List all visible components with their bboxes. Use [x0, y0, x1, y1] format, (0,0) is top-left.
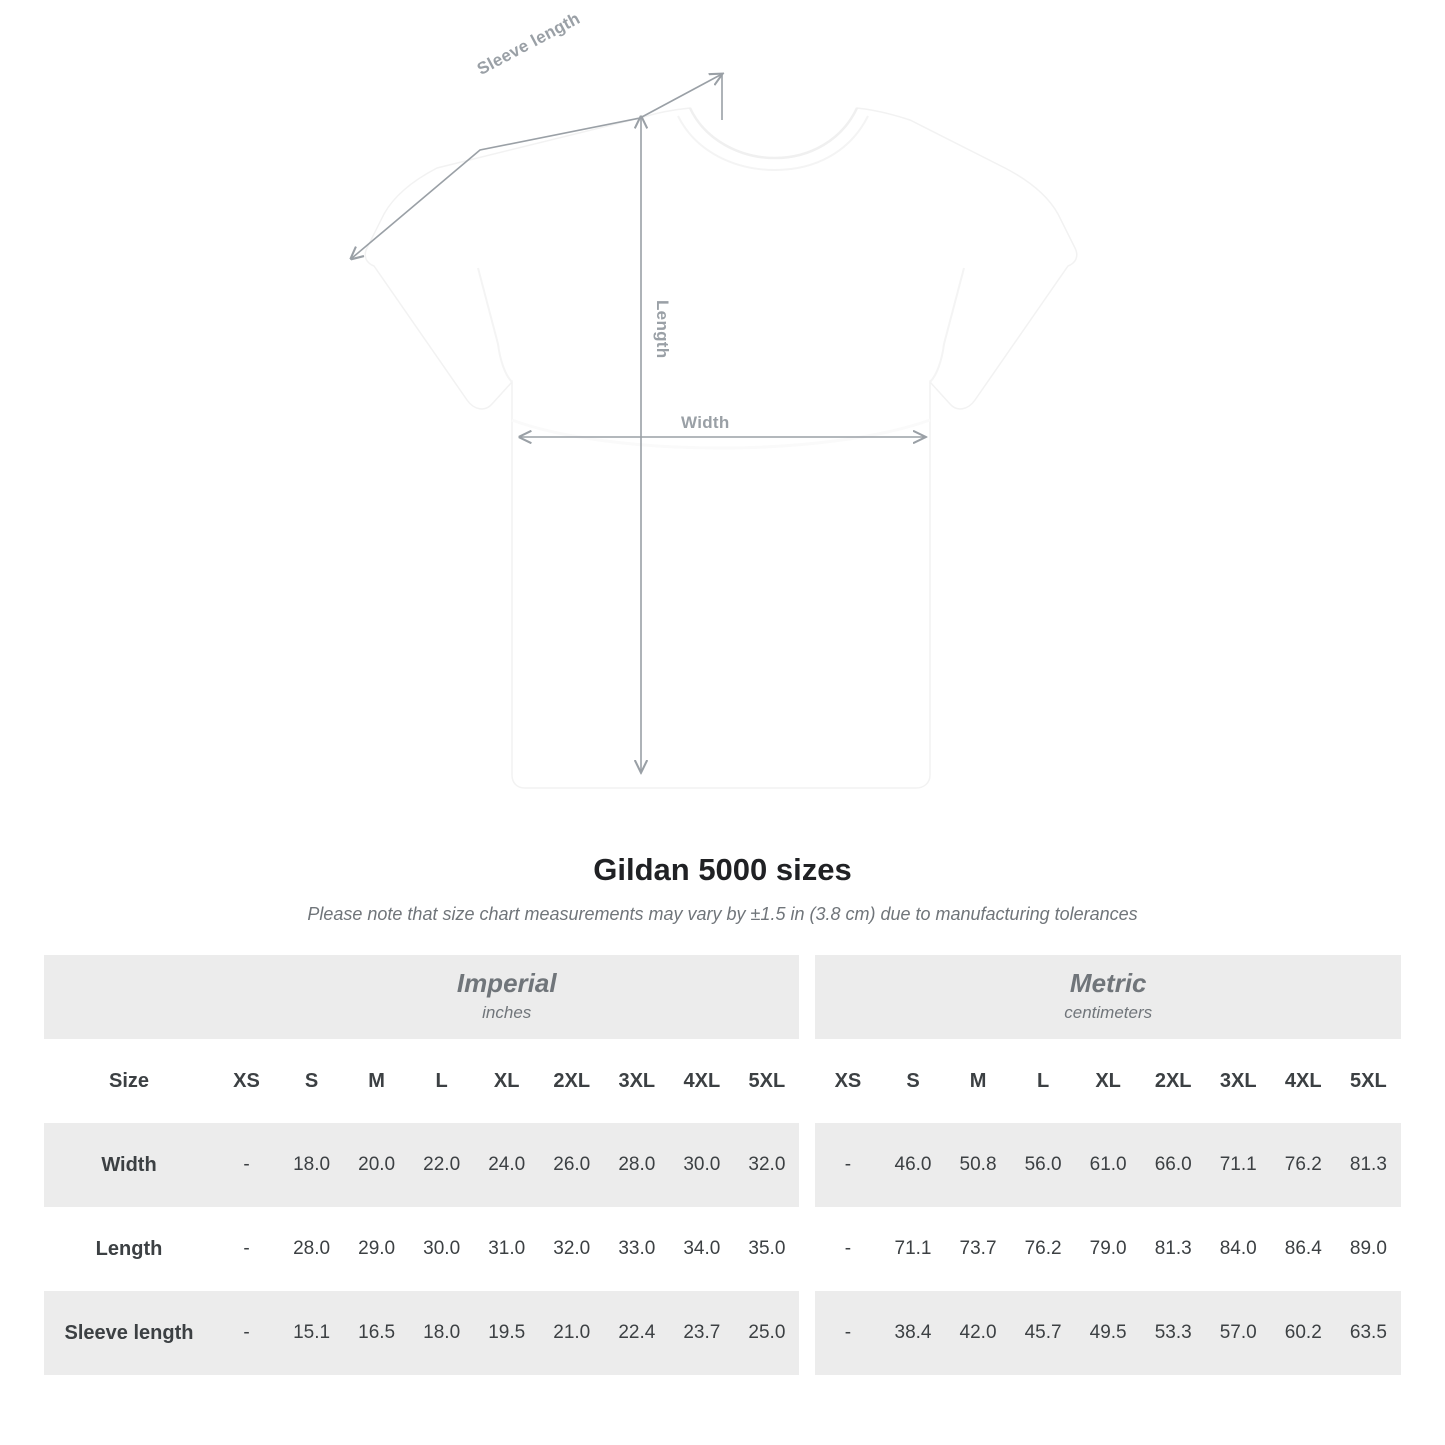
cell-sleeve-metric-l: 45.7 [1011, 1291, 1076, 1375]
row-label-length: Length [44, 1207, 214, 1291]
col-header-metric-3xl: 3XL [1206, 1039, 1271, 1123]
cell-width-metric-m: 50.8 [946, 1123, 1011, 1207]
tshirt-shape [365, 108, 1077, 788]
cell-sleeve-metric-xs: - [815, 1291, 880, 1375]
cell-width-imperial-5xl: 32.0 [734, 1123, 799, 1207]
cell-length-imperial-xl: 31.0 [474, 1207, 539, 1291]
row-label-sleeve-length: Sleeve length [44, 1291, 214, 1375]
size-header-cell: Size [44, 1039, 214, 1123]
cell-gap-length [799, 1207, 815, 1291]
cell-width-metric-xl: 61.0 [1076, 1123, 1141, 1207]
cell-width-metric-s: 46.0 [880, 1123, 945, 1207]
cell-sleeve-metric-4xl: 60.2 [1271, 1291, 1336, 1375]
size-table-wrap [44, 955, 1401, 1375]
cell-sleeve-imperial-m: 16.5 [344, 1291, 409, 1375]
table-row [44, 1291, 1401, 1375]
cell-length-metric-5xl: 89.0 [1336, 1207, 1401, 1291]
unit-header-spacer [44, 955, 214, 1039]
cell-length-metric-xs: - [815, 1207, 880, 1291]
col-header-metric-l: L [1011, 1039, 1076, 1123]
col-gap-header [799, 1039, 815, 1123]
size-table [44, 955, 1401, 1375]
cell-sleeve-metric-5xl: 63.5 [1336, 1291, 1401, 1375]
col-header-imperial-xs: XS [214, 1039, 279, 1123]
cell-width-metric-4xl: 76.2 [1271, 1123, 1336, 1207]
unit-system-imperial: Imperial [456, 967, 557, 998]
cell-sleeve-metric-2xl: 53.3 [1141, 1291, 1206, 1375]
col-header-imperial-m: M [344, 1039, 409, 1123]
cell-length-imperial-s: 28.0 [279, 1207, 344, 1291]
col-header-metric-s: S [880, 1039, 945, 1123]
cell-length-metric-m: 73.7 [946, 1207, 1011, 1291]
cell-width-imperial-xl: 24.0 [474, 1123, 539, 1207]
cell-length-imperial-2xl: 32.0 [539, 1207, 604, 1291]
cell-sleeve-imperial-l: 18.0 [409, 1291, 474, 1375]
col-header-imperial-3xl: 3XL [604, 1039, 669, 1123]
tolerance-note: Please note that size chart measurements may vary by ±1.5 in (3.8 cm) due to manufacturing tolerances [307, 904, 1138, 924]
col-header-imperial-s: S [279, 1039, 344, 1123]
unit-sub-imperial: inches [482, 1003, 532, 1022]
cell-length-metric-s: 71.1 [880, 1207, 945, 1291]
cell-length-imperial-m: 29.0 [344, 1207, 409, 1291]
cell-length-metric-4xl: 86.4 [1271, 1207, 1336, 1291]
unit-header-imperial [214, 955, 799, 1039]
cell-length-metric-3xl: 84.0 [1206, 1207, 1271, 1291]
col-header-imperial-xl: XL [474, 1039, 539, 1123]
cell-width-metric-5xl: 81.3 [1336, 1123, 1401, 1207]
cell-width-imperial-2xl: 26.0 [539, 1123, 604, 1207]
col-header-metric-5xl: 5XL [1336, 1039, 1401, 1123]
col-header-imperial-2xl: 2XL [539, 1039, 604, 1123]
cell-width-imperial-3xl: 28.0 [604, 1123, 669, 1207]
cell-width-metric-3xl: 71.1 [1206, 1123, 1271, 1207]
cell-width-imperial-xs: - [214, 1123, 279, 1207]
size-header-row [44, 1039, 1401, 1123]
unit-system-metric: Metric [1069, 967, 1147, 998]
title-block [0, 852, 1445, 925]
cell-length-imperial-l: 30.0 [409, 1207, 474, 1291]
cell-length-imperial-4xl: 34.0 [669, 1207, 734, 1291]
cell-sleeve-imperial-2xl: 21.0 [539, 1291, 604, 1375]
length-label: Length [653, 300, 672, 359]
unit-header-row [44, 955, 1401, 1039]
cell-width-imperial-m: 20.0 [344, 1123, 409, 1207]
cell-sleeve-imperial-xs: - [214, 1291, 279, 1375]
unit-sub-metric: centimeters [1064, 1003, 1153, 1022]
cell-gap-width [799, 1123, 815, 1207]
unit-header-metric [815, 955, 1401, 1039]
col-header-metric-xl: XL [1076, 1039, 1141, 1123]
cell-width-imperial-s: 18.0 [279, 1123, 344, 1207]
cell-sleeve-imperial-3xl: 22.4 [604, 1291, 669, 1375]
cell-sleeve-imperial-5xl: 25.0 [734, 1291, 799, 1375]
cell-width-metric-xs: - [815, 1123, 880, 1207]
table-row [44, 1123, 1401, 1207]
table-row [44, 1207, 1401, 1291]
cell-sleeve-metric-3xl: 57.0 [1206, 1291, 1271, 1375]
col-header-imperial-5xl: 5XL [734, 1039, 799, 1123]
cell-sleeve-metric-s: 38.4 [880, 1291, 945, 1375]
page-title: Gildan 5000 sizes [593, 852, 852, 887]
col-header-metric-4xl: 4XL [1271, 1039, 1336, 1123]
cell-sleeve-imperial-s: 15.1 [279, 1291, 344, 1375]
cell-width-metric-l: 56.0 [1011, 1123, 1076, 1207]
col-header-imperial-l: L [409, 1039, 474, 1123]
cell-sleeve-imperial-xl: 19.5 [474, 1291, 539, 1375]
cell-width-imperial-4xl: 30.0 [669, 1123, 734, 1207]
cell-length-imperial-3xl: 33.0 [604, 1207, 669, 1291]
cell-length-metric-xl: 79.0 [1076, 1207, 1141, 1291]
cell-sleeve-metric-xl: 49.5 [1076, 1291, 1141, 1375]
cell-length-imperial-xs: - [214, 1207, 279, 1291]
cell-gap-sleeve [799, 1291, 815, 1375]
col-header-metric-m: M [946, 1039, 1011, 1123]
cell-width-metric-2xl: 66.0 [1141, 1123, 1206, 1207]
unit-header-gap [799, 955, 815, 1039]
cell-sleeve-imperial-4xl: 23.7 [669, 1291, 734, 1375]
col-header-metric-xs: XS [815, 1039, 880, 1123]
col-header-imperial-4xl: 4XL [669, 1039, 734, 1123]
cell-length-metric-l: 76.2 [1011, 1207, 1076, 1291]
col-header-metric-2xl: 2XL [1141, 1039, 1206, 1123]
width-label: Width [681, 413, 730, 432]
cell-sleeve-metric-m: 42.0 [946, 1291, 1011, 1375]
cell-length-imperial-5xl: 35.0 [734, 1207, 799, 1291]
cell-length-metric-2xl: 81.3 [1141, 1207, 1206, 1291]
sleeve-length-label: Sleeve length [474, 8, 584, 79]
row-label-width: Width [44, 1123, 214, 1207]
cell-width-imperial-l: 22.0 [409, 1123, 474, 1207]
